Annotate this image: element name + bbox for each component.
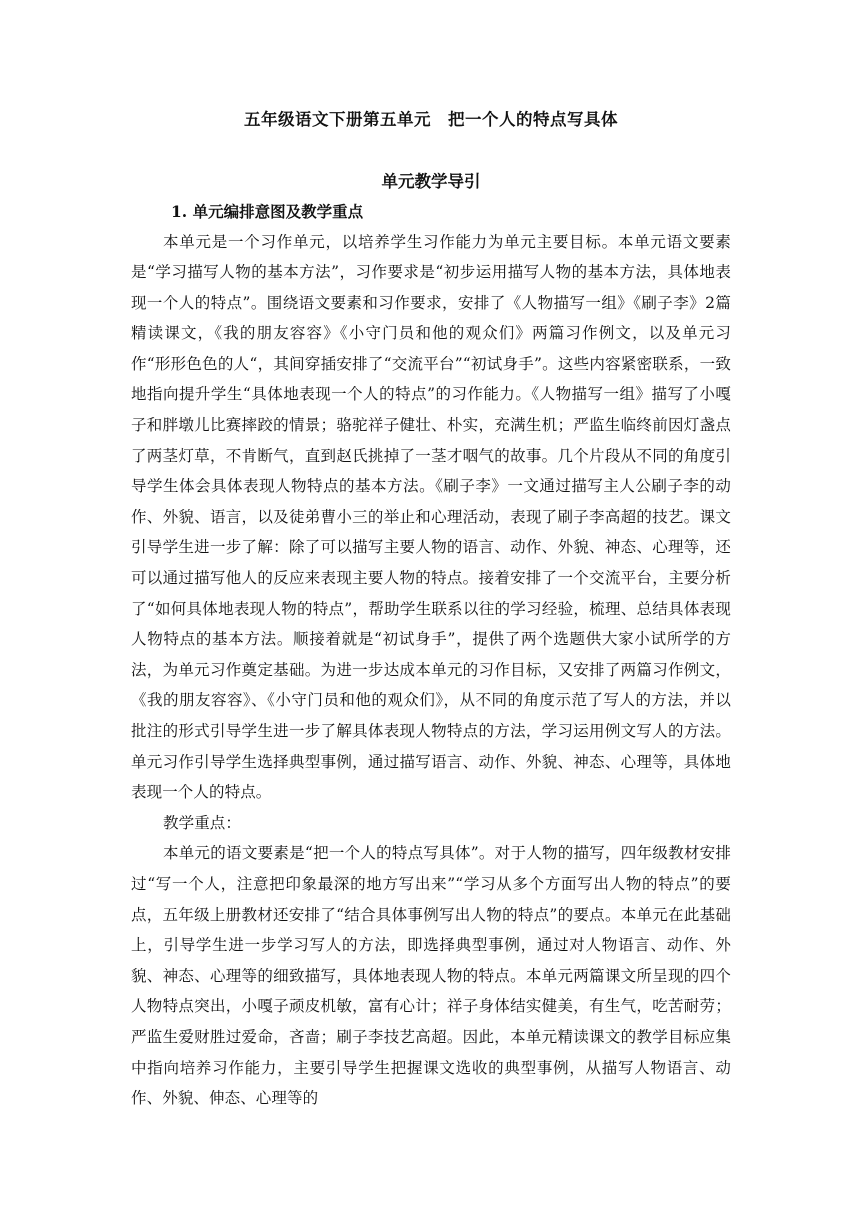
paragraph-teaching-focus-label: 教学重点： — [163, 813, 242, 832]
heading-unit-intent: 1. 单元编排意图及教学重点 — [171, 202, 364, 221]
paragraph-unit-overview: 本单元是一个习作单元，以培养学生习作能力为单元主要目标。本单元语文要素是“学习描写人物的基本方法”，习作要求是“初步运用描写人物的基本方法，具体地表现一个人的特点”。围绕语文要素和习作要求，安排了《人物描写一组》《刷子李》2篇精读课文，《我的朋友容容》《小守门员和他的观众们》两篇习作例文，以及单元习作“形形色色的人“，其间穿插安排了“交流平台”“初试身手”。这些内容紧密联系，一致地指向提升学生“具体地表现一个人的特点”的习作能力。《人物描写一组》描写了小嘎子和胖墩儿比赛摔跤的情景；骆驼祥子健壮、朴实，充满生机；严监生临终前因灯盏点了两茎灯草，不肯断气，直到赵氏挑掉了一茎才咽气的故事。几个片段从不同的角度引导学生体会具体表现人物特点的基本方法。《刷子李》一文通过描写主人公刷子李的动作、外貌、语言，以及徒弟曹小三的举止和心理活动，表现了刷子李高超的技艺。课文引导学生进一步了解：除了可以描写主要人物的语言、动作、外貌、神态、心理等，还可以通过描写他人的反应来表现主要人物的特点。接着安排了一个交流平台，主要分析了“如何具体地表现人物的特点”，帮助学生联系以往的学习经验，梳理、总结具体表现人物特点的基本方法。顺接着就是“初试身手”，提供了两个选题供大家小试所学的方法，为单元习作奠定基础。为进一步达成本单元的习作目标，又安排了两篇习作例文，《我的朋友容容》、《小守门员和他的观众们》，从不同的角度示范了写人的方法，并以批注的形式引导学生进一步了解具体表现人物特点的方法，学习运用例文写人的方法。单元习作引导学生选择典型事例，通过描写语言、动作、外貌、神态、心理等，具体地表现一个人的特点。 — [131, 232, 731, 802]
paragraph-teaching-focus: 本单元的语文要素是“把一个人的特点写具体”。对于人物的描写，四年级教材安排过“写一个人，注意把印象最深的地方写出来”“学习从多个方面写出人物的特点”的要点，五年级上册教材还安排了“结合具体事例写出人物的特点”的要点。本单元在此基础上，引导学生进一步学习写人的方法，即选择典型事例，通过对人物语言、动作、外貌、神态、心理等的细致描写，具体地表现人物的特点。本单元两篇课文所呈现的四个人物特点突出，小嘎子顽皮机敏，富有心计；祥子身体结实健美，有生气，吃苦耐劳；严监生爱财胜过爱命，吝啬；刷子李技艺高超。因此，本单元精读课文的教学目标应集中指向培养习作能力，主要引导学生把握课文选收的典型事例，从描写人物语言、动作、外貌、伸态、心理等的 — [131, 844, 731, 1108]
section-title: 单元教学导引 — [381, 172, 481, 191]
document-title: 五年级语文下册第五单元 把一个人的特点写具体 — [244, 110, 618, 129]
document-page — [131, 104, 731, 1114]
